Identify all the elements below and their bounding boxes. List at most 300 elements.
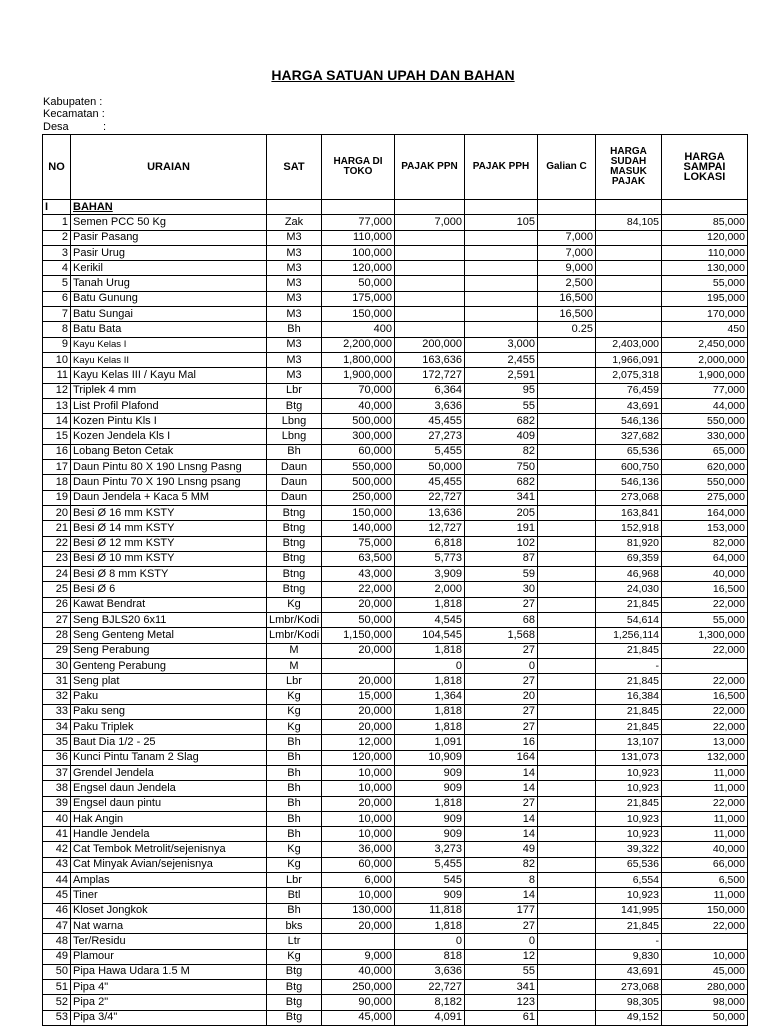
cell-pph: 30 [465,582,538,597]
cell-lokasi: 164,000 [662,505,748,520]
cell-toko: 175,000 [322,291,395,306]
cell-sat: Btng [267,582,322,597]
cell-no: 6 [43,291,71,306]
cell-pph: 27 [465,704,538,719]
cell-pph: 61 [465,1010,538,1025]
cell-toko: 9,000 [322,949,395,964]
cell-toko: 45,000 [322,1010,395,1025]
cell-pph: 205 [465,505,538,520]
cell-lokasi: 55,000 [662,276,748,291]
cell-galian [538,643,596,658]
cell-galian [538,827,596,842]
cell-no: 10 [43,352,71,367]
cell-ppn: 909 [395,811,465,826]
cell-sat: Bh [267,781,322,796]
cell-lokasi: 2,450,000 [662,337,748,352]
cell-galian [538,918,596,933]
cell-toko: 500,000 [322,414,395,429]
table-row [43,582,748,597]
cell-sat: M3 [267,276,322,291]
cell-toko: 20,000 [322,918,395,933]
cell-galian [538,949,596,964]
cell-lokasi: 44,000 [662,398,748,413]
cell-galian [538,658,596,673]
cell-ppn: 13,636 [395,505,465,520]
cell-toko: 60,000 [322,444,395,459]
cell-lokasi: 50,000 [662,1010,748,1025]
cell-no: 8 [43,322,71,337]
cell-pph: 1,568 [465,628,538,643]
cell-no: 14 [43,414,71,429]
cell-pajak: 2,075,318 [596,368,662,383]
cell-toko: 2,200,000 [322,337,395,352]
cell-galian [538,613,596,628]
cell-toko: 50,000 [322,276,395,291]
cell-pajak [596,245,662,260]
cell-toko: 110,000 [322,230,395,245]
table-row [43,567,748,582]
cell-ppn: 11,818 [395,903,465,918]
cell-pph: 14 [465,781,538,796]
cell-toko: 50,000 [322,613,395,628]
cell-ppn: 200,000 [395,337,465,352]
cell-no: 39 [43,796,71,811]
cell-uraian: Nat warna [71,918,267,933]
cell-no: 43 [43,857,71,872]
cell-pajak: - [596,934,662,949]
cell-galian: 7,000 [538,245,596,260]
cell-toko: 120,000 [322,261,395,276]
cell-pajak [596,291,662,306]
cell-lokasi: 1,900,000 [662,368,748,383]
table-row [43,322,748,337]
cell-uraian: Besi Ø 12 mm KSTY [71,536,267,551]
table-row [43,444,748,459]
cell-lokasi: 22,000 [662,720,748,735]
table-row [43,811,748,826]
cell-pajak: 98,305 [596,995,662,1010]
cell-no: 25 [43,582,71,597]
cell-sat: Kg [267,842,322,857]
table-row [43,383,748,398]
cell-uraian: Kozen Pintu Kls I [71,414,267,429]
cell-pph: 682 [465,475,538,490]
cell-pph: 27 [465,918,538,933]
table-row [43,857,748,872]
cell-galian [538,490,596,505]
cell-ppn: 12,727 [395,521,465,536]
cell-lokasi: 1,300,000 [662,628,748,643]
cell-no: 50 [43,964,71,979]
cell-no: 51 [43,980,71,995]
cell-no: 21 [43,521,71,536]
cell-pph [465,307,538,322]
cell-lokasi: 22,000 [662,597,748,612]
cell-lokasi: 2,000,000 [662,352,748,367]
cell-galian [538,781,596,796]
cell-no: 27 [43,613,71,628]
cell-ppn [395,261,465,276]
cell-pph: 27 [465,796,538,811]
cell-sat: Btl [267,888,322,903]
cell-no: 12 [43,383,71,398]
cell-no: 1 [43,215,71,230]
cell-uraian: Kayu Kelas I [71,337,267,352]
cell-sat: M3 [267,261,322,276]
cell-pajak: 39,322 [596,842,662,857]
table-row [43,368,748,383]
cell-uraian: Paku [71,689,267,704]
cell-sat: Bh [267,827,322,842]
cell-sat: Lmbr/Kodi [267,613,322,628]
cell-lokasi: 11,000 [662,781,748,796]
table-row [43,796,748,811]
cell-no: 30 [43,658,71,673]
cell-sat: M3 [267,245,322,260]
cell-toko: 63,500 [322,551,395,566]
cell-uraian: Handle Jendela [71,827,267,842]
cell-no: 20 [43,505,71,520]
table-row [43,628,748,643]
cell-no: 17 [43,460,71,475]
cell-pph: 27 [465,643,538,658]
table-row [43,918,748,933]
cell-galian: 2,500 [538,276,596,291]
table-row [43,521,748,536]
cell-sat: Kg [267,857,322,872]
cell-toko: 500,000 [322,475,395,490]
cell-ppn: 909 [395,827,465,842]
cell-pph: 16 [465,735,538,750]
cell-pph: 750 [465,460,538,475]
cell-sat: Kg [267,949,322,964]
cell-ppn [395,276,465,291]
cell-galian [538,551,596,566]
table-row [43,261,748,276]
cell-ppn: 45,455 [395,475,465,490]
cell-ppn: 3,636 [395,964,465,979]
cell-galian: 16,500 [538,307,596,322]
cell-sat: M3 [267,230,322,245]
cell-toko: 20,000 [322,704,395,719]
cell-no: 23 [43,551,71,566]
cell-no: 31 [43,674,71,689]
cell-no: 44 [43,873,71,888]
table-row [43,765,748,780]
cell-no: 41 [43,827,71,842]
cell-uraian: Baut Dia 1/2 - 25 [71,735,267,750]
cell-toko: 130,000 [322,903,395,918]
cell-ppn: 104,545 [395,628,465,643]
cell-sat: M [267,658,322,673]
cell-galian [538,735,596,750]
table-row [43,689,748,704]
cell-pph: 27 [465,597,538,612]
cell-ppn: 45,455 [395,414,465,429]
cell-pajak: 152,918 [596,521,662,536]
table-row [43,964,748,979]
cell-ppn: 7,000 [395,215,465,230]
cell-no: 9 [43,337,71,352]
cell-pajak: 600,750 [596,460,662,475]
cell-galian [538,1010,596,1025]
cell-lokasi: 22,000 [662,643,748,658]
cell-sat: Lbr [267,383,322,398]
cell-lokasi: 40,000 [662,567,748,582]
cell-pph: 682 [465,414,538,429]
cell-toko: 10,000 [322,888,395,903]
cell-pph: 27 [465,674,538,689]
cell-lokasi: 40,000 [662,842,748,857]
cell-uraian: Lobang Beton Cetak [71,444,267,459]
cell-pajak: 43,691 [596,964,662,979]
cell-ppn: 163,636 [395,352,465,367]
cell-lokasi: 170,000 [662,307,748,322]
cell-sat: Kg [267,704,322,719]
cell-ppn: 1,364 [395,689,465,704]
cell-toko: 150,000 [322,505,395,520]
cell-pajak: 43,691 [596,398,662,413]
cell-lokasi: 130,000 [662,261,748,276]
cell-lokasi: 120,000 [662,230,748,245]
cell-pajak: 21,845 [596,704,662,719]
cell-sat: M3 [267,307,322,322]
cell-sat: Lbng [267,414,322,429]
cell-pajak: 21,845 [596,643,662,658]
cell-sat: bks [267,918,322,933]
cell-toko: 10,000 [322,765,395,780]
cell-toko: 10,000 [322,811,395,826]
cell-uraian: Kozen Jendela Kls I [71,429,267,444]
cell-toko: 20,000 [322,796,395,811]
cell-no: 22 [43,536,71,551]
cell-toko: 10,000 [322,781,395,796]
table-row [43,613,748,628]
cell-galian [538,750,596,765]
cell-pajak: 21,845 [596,796,662,811]
cell-ppn [395,230,465,245]
table-row [43,674,748,689]
cell-uraian: Cat Minyak Avian/sejenisnya [71,857,267,872]
cell-sat: Bh [267,903,322,918]
cell-pph [465,261,538,276]
cell-toko: 77,000 [322,215,395,230]
price-table [42,134,748,1026]
cell-no: 52 [43,995,71,1010]
cell-pajak: 9,830 [596,949,662,964]
cell-lokasi: 550,000 [662,414,748,429]
cell-sat: Btg [267,398,322,413]
table-row [43,720,748,735]
table-row [43,337,748,352]
cell-pajak: 10,923 [596,781,662,796]
cell-lokasi: 55,000 [662,613,748,628]
cell-no: 13 [43,398,71,413]
cell-uraian: Amplas [71,873,267,888]
cell-uraian: Hak Angin [71,811,267,826]
cell-pajak [596,230,662,245]
cell-sat: Btng [267,567,322,582]
cell-no: 7 [43,307,71,322]
cell-pph: 27 [465,720,538,735]
table-row [43,827,748,842]
cell-ppn: 1,818 [395,796,465,811]
cell-pph: 0 [465,658,538,673]
cell-pajak: 2,403,000 [596,337,662,352]
cell-lokasi: 620,000 [662,460,748,475]
cell-pajak [596,261,662,276]
cell-ppn: 1,818 [395,720,465,735]
cell-toko: 40,000 [322,964,395,979]
cell-pph: 14 [465,827,538,842]
cell-pajak: 10,923 [596,765,662,780]
cell-uraian: Kayu Kelas III / Kayu Mal [71,368,267,383]
cell-lokasi: 85,000 [662,215,748,230]
cell-no: 2 [43,230,71,245]
cell-no: 24 [43,567,71,582]
cell-sat: Kg [267,720,322,735]
cell-galian [538,414,596,429]
cell-toko: 36,000 [322,842,395,857]
cell-pph: 0 [465,934,538,949]
cell-pph: 82 [465,857,538,872]
cell-no: 42 [43,842,71,857]
cell-sat: Lbng [267,429,322,444]
cell-pph: 82 [465,444,538,459]
cell-uraian: Grendel Jendela [71,765,267,780]
cell-uraian: Tiner [71,888,267,903]
cell-sat: Daun [267,460,322,475]
cell-pph: 8 [465,873,538,888]
cell-uraian: Engsel daun Jendela [71,781,267,796]
cell-no: 32 [43,689,71,704]
table-row [43,888,748,903]
cell-ppn: 0 [395,658,465,673]
cell-no: 4 [43,261,71,276]
cell-ppn: 909 [395,765,465,780]
table-row [43,1010,748,1025]
cell-toko [322,934,395,949]
cell-no: 40 [43,811,71,826]
cell-sat: Btng [267,505,322,520]
cell-ppn: 1,818 [395,704,465,719]
page-title: HARGA SATUAN UPAH DAN BAHAN [271,67,515,83]
cell-pajak: 1,256,114 [596,628,662,643]
cell-galian [538,536,596,551]
cell-pph [465,230,538,245]
cell-toko: 40,000 [322,398,395,413]
table-row [43,505,748,520]
cell-uraian: Plamour [71,949,267,964]
header-harga-toko: HARGA DI TOKO [322,135,395,200]
cell-lokasi: 11,000 [662,765,748,780]
cell-galian [538,720,596,735]
cell-pajak: 10,923 [596,888,662,903]
cell-galian [538,429,596,444]
cell-toko: 10,000 [322,827,395,842]
cell-ppn: 50,000 [395,460,465,475]
cell-pajak: 273,068 [596,980,662,995]
cell-ppn: 5,455 [395,444,465,459]
cell-uraian: Pipa 2" [71,995,267,1010]
cell-galian [538,567,596,582]
table-row [43,429,748,444]
cell-no: 19 [43,490,71,505]
cell-lokasi: 65,000 [662,444,748,459]
cell-galian [538,368,596,383]
cell-ppn: 1,091 [395,735,465,750]
cell-sat: Btng [267,536,322,551]
cell-galian [538,460,596,475]
cell-pph: 164 [465,750,538,765]
cell-galian [538,521,596,536]
table-row [43,352,748,367]
table-row [43,781,748,796]
cell-lokasi: 6,500 [662,873,748,888]
cell-sat: Daun [267,475,322,490]
header-row [43,135,748,200]
cell-pajak: 327,682 [596,429,662,444]
cell-pajak: 46,968 [596,567,662,582]
cell-pph: 12 [465,949,538,964]
cell-sat: Bh [267,811,322,826]
cell-uraian: Kunci Pintu Tanam 2 Slag [71,750,267,765]
cell-uraian: Kawat Bendrat [71,597,267,612]
cell-galian [538,597,596,612]
cell-pph: 20 [465,689,538,704]
cell-no: 15 [43,429,71,444]
table-row [43,276,748,291]
cell-toko: 22,000 [322,582,395,597]
cell-pajak: 6,554 [596,873,662,888]
table-row [43,643,748,658]
table-row [43,398,748,413]
table-row [43,949,748,964]
cell-pajak: 546,136 [596,475,662,490]
cell-pph [465,291,538,306]
cell-ppn: 818 [395,949,465,964]
cell-no: 29 [43,643,71,658]
cell-toko: 250,000 [322,490,395,505]
cell-toko: 1,900,000 [322,368,395,383]
table-row [43,873,748,888]
cell-pph: 14 [465,888,538,903]
cell-lokasi: 13,000 [662,735,748,750]
cell-sat: M3 [267,291,322,306]
cell-pajak: 16,384 [596,689,662,704]
cell-pajak: 10,923 [596,827,662,842]
table-row [43,842,748,857]
cell-pajak: 76,459 [596,383,662,398]
cell-no: 36 [43,750,71,765]
cell-pajak: - [596,658,662,673]
cell-ppn: 8,182 [395,995,465,1010]
cell-galian: 7,000 [538,230,596,245]
cell-ppn: 3,273 [395,842,465,857]
cell-toko: 43,000 [322,567,395,582]
cell-pph [465,245,538,260]
cell-ppn: 909 [395,781,465,796]
cell-uraian: Daun Pintu 80 X 190 Lnsng Pasng [71,460,267,475]
cell-pph: 2,591 [465,368,538,383]
cell-lokasi: 10,000 [662,949,748,964]
cell-uraian: Besi Ø 8 mm KSTY [71,567,267,582]
cell-sat: Ltr [267,934,322,949]
cell-no: 38 [43,781,71,796]
cell-pajak: 21,845 [596,720,662,735]
cell-uraian: Besi Ø 14 mm KSTY [71,521,267,536]
table-row [43,934,748,949]
